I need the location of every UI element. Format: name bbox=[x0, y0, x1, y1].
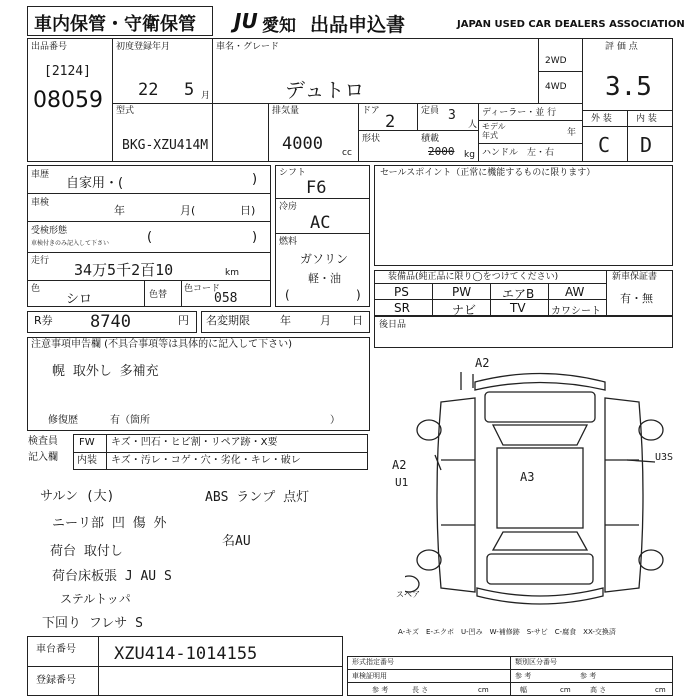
load-value: 2000 bbox=[428, 145, 455, 158]
inspection-year: 年 bbox=[114, 204, 125, 217]
length-cm: cm bbox=[478, 686, 489, 694]
test-form-label: 受検形態 bbox=[31, 226, 68, 236]
width-label: 幅 bbox=[520, 686, 527, 694]
chassis-label: 車台番号 bbox=[36, 644, 76, 655]
damage-legend: A-キズ E-エクボ U-凹み W-補修跡 S-サビ C-腐食 XX-交換済 bbox=[398, 628, 616, 636]
length-label: 長 さ bbox=[412, 686, 429, 694]
damage-mark-u1: U1 bbox=[395, 476, 409, 489]
aircon-value: AC bbox=[310, 213, 331, 233]
displacement-label: 排気量 bbox=[272, 106, 300, 116]
test-form-close: ) bbox=[252, 230, 258, 245]
car-name-label: 車名・グレード bbox=[216, 42, 280, 52]
first-reg-year: 22 bbox=[138, 80, 159, 100]
ju-logo: JU bbox=[234, 9, 258, 33]
inspector-note: 荷台床板張 J AU S bbox=[52, 569, 172, 584]
equip-tv: TV bbox=[510, 301, 526, 315]
ref-label-1: 参 考 bbox=[372, 686, 389, 694]
test-form-open: ( bbox=[147, 230, 153, 245]
name-change-day: 日 bbox=[352, 314, 363, 327]
equip-pw: PW bbox=[452, 285, 472, 299]
inspection-month: 月( bbox=[180, 204, 196, 217]
inspection-day: 日) bbox=[240, 204, 256, 217]
after-parts-label: 後日品 bbox=[379, 320, 407, 330]
recycle-value: 8740 bbox=[90, 312, 131, 332]
ref-label-3: 参 考 bbox=[580, 672, 597, 680]
new-warranty-yes-no: 有・無 bbox=[620, 292, 653, 305]
after-parts-box bbox=[374, 316, 673, 348]
handle-label: ハンドル 左・右 bbox=[482, 148, 555, 158]
shift-value: F6 bbox=[306, 178, 327, 198]
mileage-value: 34万5千2百10 bbox=[74, 261, 174, 279]
damage-mark-a2-left: A2 bbox=[392, 458, 407, 472]
repair-label: 修復歴 bbox=[48, 415, 78, 426]
displacement-value: 4000 bbox=[282, 134, 323, 154]
width-cm: cm bbox=[560, 686, 571, 694]
equip-navi: ナビ bbox=[452, 303, 477, 317]
year-unit: 年 bbox=[567, 128, 577, 138]
color-code-label: 色コード bbox=[184, 284, 221, 294]
storage-label: 車内保管・守衛保管 bbox=[34, 14, 196, 35]
model-year-label: モデル 年式 bbox=[482, 122, 506, 140]
score-int: D bbox=[640, 133, 653, 157]
inspector-note: ABS ランプ 点灯 bbox=[205, 490, 310, 505]
inspection-label: 車検 bbox=[31, 198, 50, 208]
lot-code: [2124] bbox=[44, 64, 91, 79]
interior-label: 内装 bbox=[77, 455, 97, 466]
lot-label: 出品番号 bbox=[31, 42, 68, 52]
equip-leather: カワシート bbox=[551, 306, 601, 317]
inspector-note: ステルトッパ bbox=[60, 592, 131, 606]
score-value: 3.5 bbox=[605, 72, 652, 102]
equip-airbag: エアB bbox=[502, 287, 535, 301]
repaint-label: 色替 bbox=[149, 290, 168, 300]
equip-aw: AW bbox=[565, 285, 585, 299]
interior-items: キズ・汚レ・コゲ・穴・劣化・キレ・破レ bbox=[111, 455, 301, 466]
form-designation-label: 形式指定番号 bbox=[352, 658, 394, 666]
mileage-label: 走行 bbox=[31, 256, 50, 266]
usage-value: 自家用・( bbox=[66, 176, 124, 191]
inspector-note: サルン (大) bbox=[40, 489, 115, 504]
equip-sr: SR bbox=[394, 301, 410, 315]
color-value: シロ bbox=[66, 292, 93, 307]
doors-value: 2 bbox=[385, 112, 396, 132]
org-name: 愛知 bbox=[262, 16, 296, 36]
inspector-label2: 記入欄 bbox=[28, 452, 58, 463]
displacement-unit: cc bbox=[342, 148, 352, 158]
recycle-label: R券 bbox=[34, 314, 53, 327]
repair-close: ） bbox=[330, 415, 340, 426]
first-reg-month: 5 bbox=[184, 80, 195, 100]
name-change-label: 名変期限 bbox=[206, 314, 250, 327]
chassis-value: XZU414-1014155 bbox=[114, 644, 258, 664]
height-cm: cm bbox=[655, 686, 666, 694]
model-value: BKG-XZU414M bbox=[122, 138, 209, 153]
fuel-value: ガソリン bbox=[300, 252, 349, 266]
fw-items: キズ・凹石・ヒビ割・リペア跡・X要 bbox=[111, 437, 278, 448]
usage-label: 車歴 bbox=[31, 170, 50, 180]
inspector-note: 荷台 取付し bbox=[50, 544, 123, 559]
drive-2wd: 2WD bbox=[545, 56, 567, 66]
first-reg-label: 初度登録年月 bbox=[116, 42, 171, 52]
fuel-label: 燃料 bbox=[279, 237, 298, 247]
recycle-unit: 円 bbox=[178, 314, 189, 327]
repair-yes: 有（箇所 bbox=[110, 415, 150, 426]
damage-mark-u3s: U3S bbox=[655, 452, 674, 463]
notes-label: 注意事項申告欄 (不具合事項等は具体的に記入して下さい) bbox=[31, 339, 292, 350]
dealer-label: ディーラー・並 行 bbox=[482, 108, 557, 118]
fuel-open: ( bbox=[285, 288, 290, 302]
usage-close: ) bbox=[252, 172, 258, 187]
load-unit: kg bbox=[464, 150, 475, 160]
sales-point-box bbox=[374, 165, 673, 266]
equipment-label: 装備品(純正品に限り◯をつけてください) bbox=[388, 272, 559, 282]
shift-label: シフト bbox=[279, 168, 307, 178]
reg-number-label: 登録番号 bbox=[36, 675, 76, 686]
fuel-close: ) bbox=[356, 288, 361, 302]
model-label: 型式 bbox=[116, 106, 135, 116]
test-form-sub: 車検付きのみ記入して下さい bbox=[31, 240, 110, 247]
category-number-label: 類別区分番号 bbox=[515, 658, 557, 666]
capacity-value: 3 bbox=[448, 108, 456, 123]
notes-text: 幌 取外し 多補充 bbox=[52, 364, 159, 379]
new-warranty-label: 新車保証書 bbox=[612, 272, 658, 282]
lot-number: 08059 bbox=[33, 88, 103, 113]
name-change-month: 月 bbox=[320, 314, 331, 327]
sales-point-label: セールスポイント（正常に機能するものに限ります） bbox=[380, 168, 596, 178]
score-label: 評 価 点 bbox=[605, 42, 638, 52]
name-change-year: 年 bbox=[280, 314, 291, 327]
car-name-value: デュトロ bbox=[285, 78, 365, 102]
damage-mark-a2-top: A2 bbox=[475, 356, 490, 370]
ref-label-2: 参 考 bbox=[515, 672, 532, 680]
inspector-note: ニーリ部 凹 傷 外 bbox=[52, 516, 167, 531]
mileage-unit: km bbox=[225, 268, 239, 278]
height-label: 高 さ bbox=[590, 686, 607, 694]
aircon-label: 冷房 bbox=[279, 202, 298, 212]
load-label: 積載 bbox=[421, 134, 440, 144]
assoc-name: JAPAN USED CAR DEALERS ASSOCIATION bbox=[457, 19, 685, 30]
score-ext: C bbox=[598, 133, 611, 157]
capacity-label: 定員 bbox=[421, 106, 440, 116]
inspector-label1: 検査員 bbox=[28, 436, 58, 447]
color-code: 058 bbox=[214, 291, 238, 306]
color-label: 色 bbox=[31, 284, 41, 294]
fuel-sub: 軽・油 bbox=[308, 272, 341, 285]
capacity-unit: 人 bbox=[468, 120, 478, 130]
score-int-label: 内 装 bbox=[636, 114, 657, 124]
drive-4wd: 4WD bbox=[545, 82, 567, 92]
first-reg-month-unit: 月 bbox=[201, 91, 211, 101]
fw-label: FW bbox=[79, 437, 95, 448]
equip-ps: PS bbox=[394, 285, 409, 299]
cert-label: 車検証明用 bbox=[352, 672, 387, 680]
damage-mark-a3: A3 bbox=[520, 470, 535, 484]
doors-label: ドア bbox=[362, 106, 380, 116]
doc-title: 出品申込書 bbox=[310, 14, 406, 36]
spare-label: スペア bbox=[396, 590, 420, 599]
inspector-note: 下回り フレサ S bbox=[42, 616, 143, 631]
score-ext-label: 外 装 bbox=[591, 114, 612, 124]
inspector-note: 名AU bbox=[222, 534, 251, 549]
notes-box bbox=[27, 337, 370, 431]
shape-label: 形状 bbox=[362, 134, 381, 144]
car-diagram bbox=[405, 360, 675, 630]
